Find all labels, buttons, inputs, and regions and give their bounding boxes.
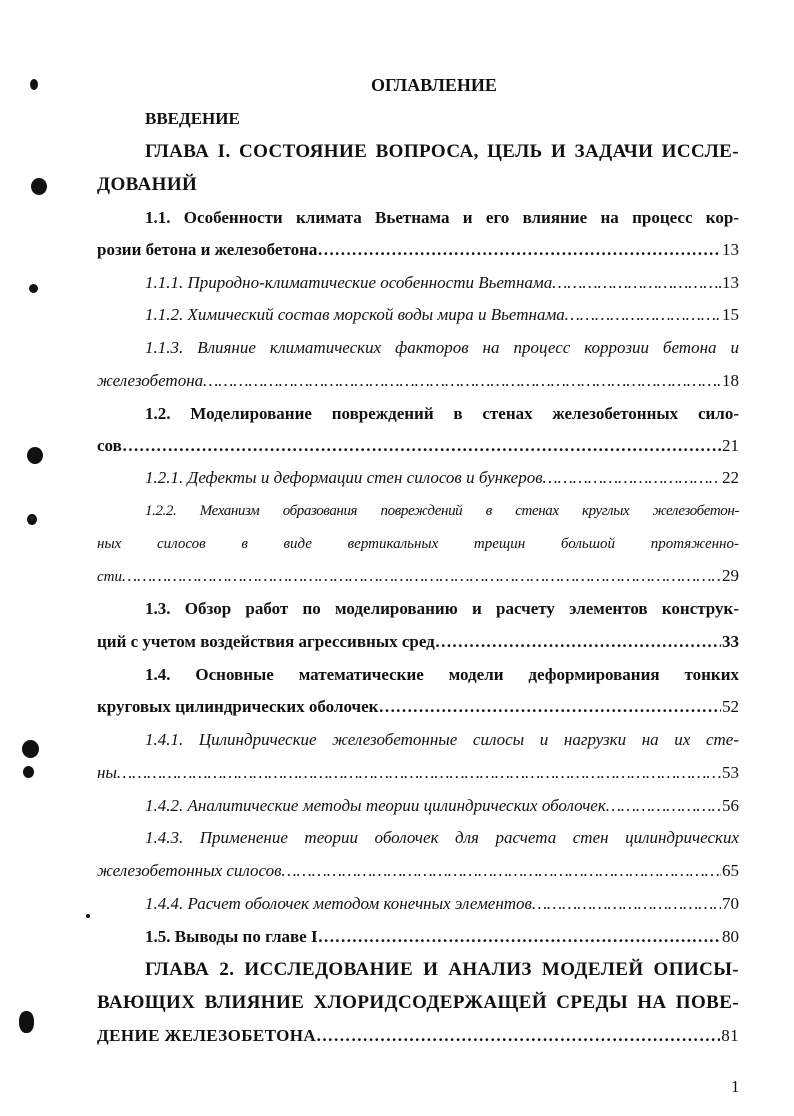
toc-entry-text: ны bbox=[97, 763, 117, 782]
page-ref: 56 bbox=[722, 796, 739, 815]
page-ref: 81 bbox=[721, 1026, 739, 1045]
binder-hole bbox=[22, 740, 39, 758]
toc-section-1-4-1-cont bbox=[97, 762, 739, 784]
toc-section-1-1: 1.1. Особенности климата Вьетнама и его влияние на процесс кор- bbox=[145, 208, 739, 227]
binder-hole bbox=[31, 178, 47, 195]
binder-mark bbox=[27, 514, 37, 525]
toc-chapter-1: ГЛАВА I. СОСТОЯНИЕ ВОПРОСА, ЦЕЛЬ И ЗАДАЧИ ИССЛЕ- bbox=[145, 141, 739, 162]
toc-entry-text: сов bbox=[97, 436, 122, 455]
toc-section-1-4: 1.4. Основные математические модели деформирования тонких bbox=[145, 665, 739, 684]
page-ref: 80 bbox=[722, 927, 739, 946]
toc-entry-text: 1.5. Выводы по главе I bbox=[145, 927, 318, 946]
toc-entry-text: ций с учетом воздействия агрессивных сред bbox=[97, 632, 435, 651]
page-ref: 15 bbox=[722, 305, 739, 324]
page-ref: 65 bbox=[722, 861, 739, 880]
toc-entry-text: ДЕНИЕ ЖЕЛЕЗОБЕТОНА bbox=[97, 1026, 317, 1045]
page-ref: 13 bbox=[722, 240, 739, 259]
toc-section-1-4-2 bbox=[145, 795, 739, 817]
toc-section-1-1-2 bbox=[145, 304, 739, 326]
toc-chapter-2: ГЛАВА 2. ИССЛЕДОВАНИЕ И АНАЛИЗ МОДЕЛЕЙ ОПИСЫ- bbox=[145, 959, 739, 980]
toc-section-1-4-3-cont bbox=[97, 860, 739, 882]
toc-chapter-1-cont: ДОВАНИЙ bbox=[97, 174, 198, 195]
toc-section-1-5 bbox=[145, 926, 739, 948]
toc-entry-text: железобетонных силосов bbox=[97, 861, 282, 880]
toc-section-1-3: 1.3. Обзор работ по моделированию и расчету элементов конструк- bbox=[145, 599, 739, 618]
toc-section-1-1-3-cont bbox=[97, 370, 739, 392]
toc-section-1-2-2: 1.2.2. Механизм образования повреждений в стенах круглых железобетон- bbox=[145, 503, 739, 519]
page-title: ОГЛАВЛЕНИЕ bbox=[371, 75, 497, 95]
toc-section-1-2-2-cont: ных силосов в виде вертикальных трещин большой протяженно- bbox=[97, 536, 739, 552]
page-ref: 33 bbox=[722, 632, 739, 651]
toc-section-1-4-1: 1.4.1. Цилиндрические железобетонные силосы и нагрузки на их сте- bbox=[145, 730, 739, 749]
toc-entry-text: железобетона bbox=[97, 371, 204, 390]
page-number: 1 bbox=[731, 1077, 740, 1096]
binder-hole bbox=[27, 447, 43, 464]
toc-intro: ВВЕДЕНИЕ bbox=[145, 109, 240, 128]
page-ref: 13 bbox=[722, 273, 739, 292]
binder-mark bbox=[29, 284, 38, 293]
page-ref: 52 bbox=[722, 697, 739, 716]
page-ref: 18 bbox=[722, 371, 739, 390]
toc-entry-text: 1.1.2. Химический состав морской воды мира и Вьетнама bbox=[145, 305, 565, 324]
binder-mark bbox=[23, 766, 34, 778]
page-ref: 22 bbox=[722, 468, 739, 487]
toc-section-1-4-4 bbox=[145, 893, 739, 915]
page-ref: 29 bbox=[722, 566, 739, 585]
toc-entry-text: 1.4.4. Расчет оболочек методом конечных элементов bbox=[145, 894, 532, 913]
toc-entry-text: розии бетона и железобетона bbox=[97, 240, 318, 259]
toc-section-1-1-1 bbox=[145, 272, 739, 294]
binder-hole bbox=[19, 1011, 34, 1033]
toc-entry-text: 1.2.1. Дефекты и деформации стен силосов и бункеров bbox=[145, 468, 543, 487]
toc-section-1-2-1 bbox=[145, 467, 739, 489]
toc-entry-text: 1.4.2. Аналитические методы теории цилиндрических оболочек bbox=[145, 796, 606, 815]
toc-entry-text: круговых цилиндрических оболочек bbox=[97, 697, 379, 716]
toc-section-1-1-3: 1.1.3. Влияние климатических факторов на процесс коррозии бетона и bbox=[145, 338, 739, 357]
toc-entry-text: 1.1.1. Природно-климатические особенности Вьетнама bbox=[145, 273, 553, 292]
toc-section-1-4-cont bbox=[97, 696, 739, 718]
toc-section-1-3-cont bbox=[97, 631, 739, 653]
page-ref: 53 bbox=[722, 763, 739, 782]
binder-mark bbox=[86, 914, 90, 918]
page-ref: 70 bbox=[722, 894, 739, 913]
page-ref: 21 bbox=[722, 436, 739, 455]
toc-section-1-4-3: 1.4.3. Применение теории оболочек для расчета стен цилиндрических bbox=[145, 828, 739, 847]
toc-section-1-2-2-cont2 bbox=[97, 565, 739, 588]
binder-mark bbox=[30, 79, 38, 90]
toc-section-1-2-cont bbox=[97, 435, 739, 457]
toc-chapter-2-cont2 bbox=[97, 1025, 739, 1047]
toc-section-1-1-cont bbox=[97, 239, 739, 261]
toc-entry-text: сти bbox=[97, 569, 122, 585]
toc-section-1-2: 1.2. Моделирование повреждений в стенах железобетонных сило- bbox=[145, 404, 739, 423]
toc-chapter-2-cont: ВАЮЩИХ ВЛИЯНИЕ ХЛОРИДСОДЕРЖАЩЕЙ СРЕДЫ НА ПОВЕ- bbox=[97, 992, 739, 1013]
